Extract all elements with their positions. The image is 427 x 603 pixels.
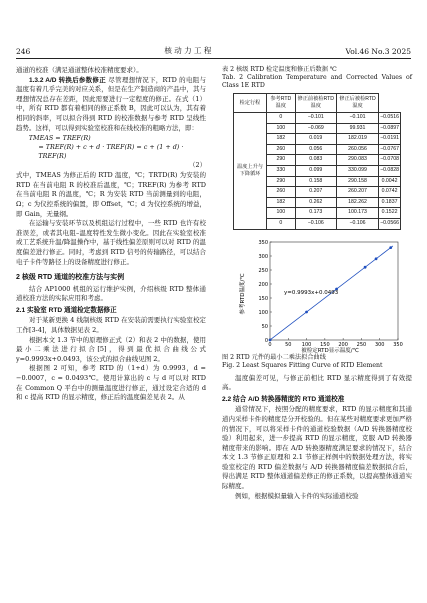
table-cell: 0 <box>267 218 296 229</box>
table-cell: 0.262 <box>295 197 336 208</box>
journal-name: 核 动 力 工 程 <box>164 46 212 55</box>
figure-caption-en: Fig. 2 Least Squares Fitting Curve of RTD Element <box>222 361 383 369</box>
table-caption-en: Tab. 2 Calibration Temperature and Corrected Values of Class 1E RTD <box>222 74 412 89</box>
table-cell: 0.173 <box>295 208 336 219</box>
data-point <box>364 265 367 268</box>
table-cell: 290 <box>267 155 296 166</box>
table-cell: −0.106 <box>336 218 378 229</box>
data-point <box>269 338 272 341</box>
paragraph: 例如，根据模拟量输入卡件的实际通道校验 <box>235 491 359 500</box>
equation-text: = TREF(R) + c + d · TREF(R) = c + (1 + d) · TREF(R) <box>38 143 184 161</box>
y-tick-label: 100 <box>258 309 268 316</box>
y-tick-label: 0 <box>264 337 268 344</box>
table-header: 修正前被检RTD温度 <box>295 94 336 113</box>
left-column <box>16 66 206 403</box>
paragraph: 根据图 2 可知，参考 RTD 的（1+d）为 0.9993，d = −0.0007，c = 0.0493℃。使用计算出的 c 与 d 可以对 RTD 在 Common Q 平台中的测量温度进行修正，通过设定合适的 d 和 c 提高 RTD 的显示精度，修正后的温度偏差见表 2。从 <box>16 364 206 402</box>
table-cell: 100.173 <box>336 208 378 219</box>
paragraph: 根据本文 1.3 节中的原理修正式（2）和表 2 中的数据，使用最小二乘法进行拟合[5]，得到最优拟合曲线公式 y=0.9993x+0.0493，该公式的拟合曲线见图 2。 <box>16 335 206 363</box>
x-axis-label: 被检定RTD显示温度/℃ <box>301 347 359 354</box>
x-tick-label: 200 <box>338 341 348 348</box>
y-tick-label: 250 <box>258 267 268 274</box>
subsection-heading: 1.3.2 A/D 转换后参数修正 <box>29 76 106 84</box>
table-header: 参考RTD温度 <box>267 94 296 113</box>
y-tick-label: 50 <box>261 323 268 330</box>
table-row <box>234 113 401 124</box>
equation-line: TMEAS = TREF(R) <box>28 134 91 143</box>
paragraph: 在运输与安装环节以及机组运行过程中，一些 RTD 也许有校准误差，或者其电阻–温度特性发生微小变化。因此在实验室校准或工艺系统升温/降温操作中，基于线性偏差原则可以对 RTD 的温度偏差进行修正。同时，考虑到 RTD 信号的传输路径，可以结合电子卡件等路径上的设备精度进行修正。 <box>16 219 206 266</box>
right-column <box>222 66 412 501</box>
paragraph: 通道的校准（满足通道整体校准精度要求）。 <box>16 66 143 74</box>
paragraph: 通常情况下，按照分配的精度要求，RTD 的显示精度和其通道内采样卡件的精度是分开校验的。但在某些对精度要求更加严格的情况下，可以将采样卡件的通道校验数据（A/D 转换器精度校验）利用起来，进一步提高 RTD 的显示精度，克服 A/D 转换器精度带来的影响。即在 A/D 转换器精度满足要求的情况下，结合本文 1.3 节修正原理和 2.1 节修正样例中的数据处理方法，将实验室校定的 RTD 偏差数据与 A/D 转换器精度偏差数据拟合后，得出满足 RTD 整体通道偏差修正的修正系数，以提高整体通道实际精度。 <box>222 405 412 491</box>
y-tick-label: 350 <box>258 239 268 246</box>
table-cell: 182.019 <box>336 134 378 145</box>
fit-chart-svg <box>222 236 412 354</box>
table-cell: 0.0742 <box>379 187 401 198</box>
table-cell: 100 <box>267 123 296 134</box>
table-caption-cn: 表 2 核级 RTD 检定温度和修正后数据 ℃ <box>222 66 337 73</box>
equation <box>16 134 206 170</box>
table-cell: 0.158 <box>295 176 336 187</box>
y-tick-label: 200 <box>258 281 268 288</box>
table-cell: −0.0566 <box>379 218 401 229</box>
paragraph: 结合 AP1000 机组的运行维护实例，介绍核级 RTD 整体通道校准方法的实际应用和考虑。 <box>16 284 206 303</box>
table-header: 检定行程 <box>234 94 267 113</box>
header-rule <box>16 58 411 59</box>
table-cell: 290 <box>267 176 296 187</box>
table-cell: −0.0708 <box>379 155 401 166</box>
table-cell: 260 <box>267 144 296 155</box>
section-heading: 2 核级 RTD 通道的校准方法与实例 <box>16 274 125 282</box>
table-cell: 290.158 <box>336 176 378 187</box>
table-cell: −0.0828 <box>379 165 401 176</box>
running-header <box>16 44 411 56</box>
table-body <box>234 113 401 230</box>
x-tick-label: 250 <box>356 341 367 348</box>
x-tick-label: 350 <box>393 341 403 348</box>
table-cell: 0.0042 <box>379 176 401 187</box>
table-cell: 0.1837 <box>379 197 401 208</box>
table-header: 修正后被检RTD温度 <box>336 94 378 113</box>
table-header-row <box>234 94 401 113</box>
table-cell: 0.056 <box>295 144 336 155</box>
x-tick-label: 150 <box>320 341 330 348</box>
paragraph-text: 尽管理想情况下，RTD 的电阻与温度有着几乎完美的对应关系，但是在生产制造商的产品中，其与理想情况总存在差距，因此需要进行一定程度的修正。在式（1）中，所有 RTD 都有着相同的修正系数 B，因此可以认为，其有着相同的斜率，可以拟合得到 RTD 的校准数据与参考 RTD 呈线性趋势。这样，可以得到实验室校准和在线校准的粗略方法，即： <box>16 75 206 132</box>
table-cell: 330.099 <box>336 165 378 176</box>
paragraph: 式中，TMEAS 为修正后的 RTD 温度，℃；TRTD(R) 为安装的 RTD 在当前电阻 R 的校准后温度，℃；TREF(R) 为参考 RTD 在当前电阻 R 的温度，℃；R 为安装 RTD 当前测量到的电阻，Ω；c 为仪控系统的偏置，即 Offset，℃；d 为仪控系统的增益，即 Gain，无量纲。 <box>16 171 206 218</box>
figure-caption-cn: 图 2 RTD 元件的最小二乘法拟合曲线 <box>222 353 326 361</box>
y-tick-label: 150 <box>258 295 268 302</box>
table-cell: −0.101 <box>295 113 336 124</box>
table-cell: 0.1522 <box>379 208 401 219</box>
y-tick-label: 300 <box>258 253 268 260</box>
table-cell: 260.056 <box>336 144 378 155</box>
table-cell: 182 <box>267 134 296 145</box>
table-cell: 290.083 <box>336 155 378 166</box>
table-cell: −0.101 <box>336 113 378 124</box>
table-cell: 99.931 <box>336 123 378 134</box>
calibration-table <box>233 93 401 230</box>
table-cell: −0.0191 <box>379 134 401 145</box>
fit-chart <box>222 236 412 354</box>
row-group-label: 温度上升与下降循环 <box>234 113 267 230</box>
x-tick-label: 100 <box>301 341 312 348</box>
data-point <box>389 246 392 249</box>
equation-number: （2） <box>189 161 206 170</box>
table-cell: −0.0516 <box>379 113 401 124</box>
subsection-heading: 2.2 结合 A/D 转换器精度的 RTD 通道校准 <box>222 395 345 403</box>
equation-line <box>29 143 206 161</box>
table-cell: −0.0767 <box>379 144 401 155</box>
table-cell: 260.207 <box>336 187 378 198</box>
y-axis-label: 参考RTD温度/℃ <box>240 273 246 315</box>
table-cell: −0.106 <box>295 218 336 229</box>
table-cell: 100 <box>267 208 296 219</box>
table-cell: −0.069 <box>295 123 336 134</box>
table-cell: 0 <box>267 113 296 124</box>
table-cell: 0.099 <box>295 165 336 176</box>
x-tick-label: 300 <box>374 341 385 348</box>
table-cell: 260 <box>267 187 296 198</box>
paragraph <box>16 76 206 134</box>
table-cell: −0.0897 <box>379 123 401 134</box>
data-point <box>305 310 308 313</box>
paragraph: 温度偏差可见，与修正前相比 RTD 显示精度得到了有效提高。 <box>222 373 412 392</box>
page-number: 246 <box>16 47 31 56</box>
x-tick-label: 50 <box>285 341 292 348</box>
table-cell: 0.083 <box>295 155 336 166</box>
paragraph: 对于某新更换 4 线制核级 RTD 在安装前需要执行实验室校定工作[3-4]，具体数据见表 2。 <box>16 316 206 335</box>
fit-equation-label: y=0.9993x+0.0493 <box>284 289 339 296</box>
table-cell: 0.019 <box>295 134 336 145</box>
x-tick-label: 0 <box>268 341 272 348</box>
table-cell: 0.207 <box>295 187 336 198</box>
subsection-heading: 2.1 实验室 RTD 通道检定数据修正 <box>16 306 117 314</box>
data-point <box>375 257 378 260</box>
table-cell: 182 <box>267 197 296 208</box>
table-cell: 330 <box>267 165 296 176</box>
table-cell: 182.262 <box>336 197 378 208</box>
issue-info: Vol.46 No.3 2025 <box>345 47 411 56</box>
